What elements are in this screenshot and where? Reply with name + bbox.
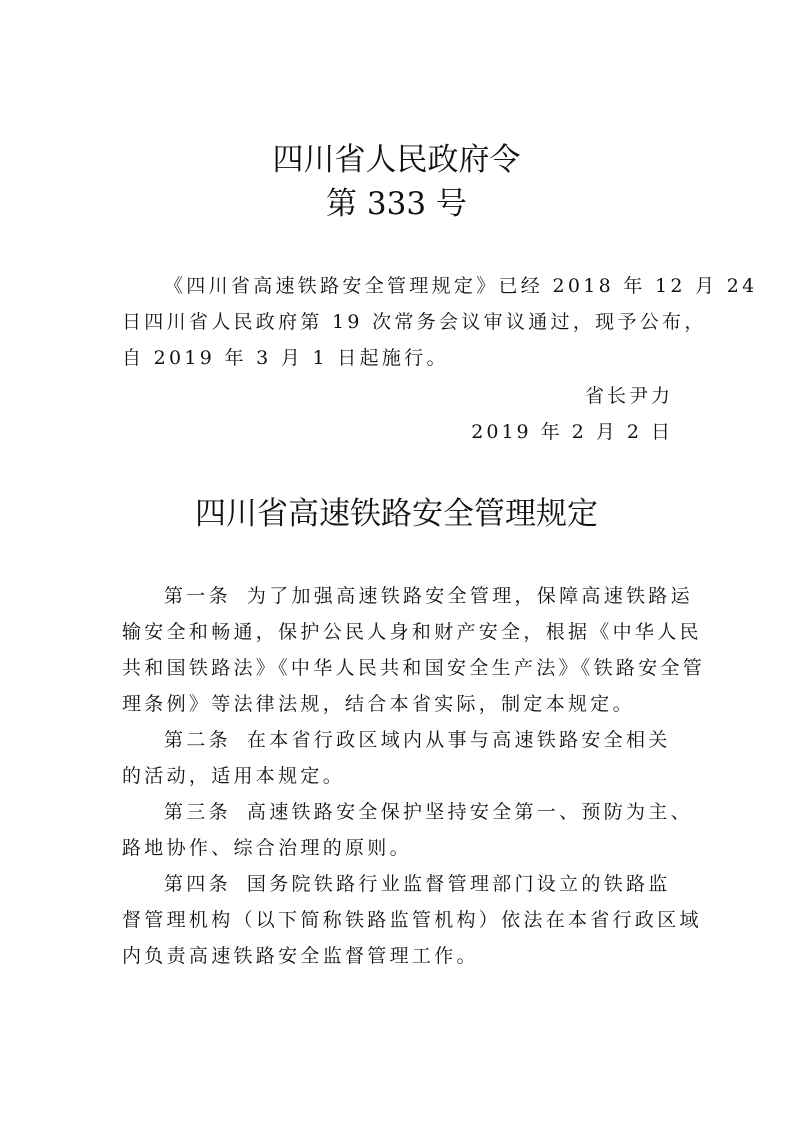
article-head: 第三条 bbox=[164, 801, 231, 823]
decree-line: 日四川省人民政府第 19 次常务会议审议通过，现予公布， bbox=[122, 311, 707, 333]
article-4 bbox=[122, 866, 702, 974]
decree-number: 第 333 号 bbox=[326, 186, 467, 222]
article-line: 输安全和畅通，保护公民人身和财产安全，根据《中华人民 bbox=[122, 621, 702, 643]
article-line: 内负责高速铁路安全监督管理工作。 bbox=[122, 945, 479, 967]
decree-line: 《四川省高速铁路安全管理规定》已经 2018 年 12 月 24 bbox=[164, 275, 758, 297]
article-line: 国务院铁路行业监督管理部门设立的铁路监 bbox=[246, 873, 671, 895]
decree-line: 自 2019 年 3 月 1 日起施行。 bbox=[122, 347, 449, 369]
article-line: 的活动，适用本规定。 bbox=[122, 765, 346, 787]
decree-title: 四川省人民政府令 bbox=[272, 142, 521, 178]
article-line: 高速铁路安全保护坚持安全第一、预防为主、 bbox=[246, 801, 693, 823]
decree-text bbox=[122, 268, 758, 376]
article-head: 第四条 bbox=[164, 873, 231, 895]
article-head: 第二条 bbox=[164, 729, 231, 751]
sign-date: 2019 年 2 月 2 日 bbox=[471, 421, 673, 443]
article-line: 理条例》等法律法规，结合本省实际，制定本规定。 bbox=[122, 693, 635, 715]
article-line: 为了加强高速铁路安全管理，保障高速铁路运 bbox=[246, 585, 693, 607]
regulation-title: 四川省高速铁路安全管理规定 bbox=[195, 496, 598, 532]
article-line: 督管理机构（以下简称铁路监管机构）依法在本省行政区域 bbox=[122, 909, 702, 931]
article-line: 共和国铁路法》《中华人民共和国安全生产法》《铁路安全管 bbox=[122, 657, 706, 679]
article-2 bbox=[122, 722, 673, 794]
article-line: 在本省行政区域内从事与高速铁路安全相关 bbox=[246, 729, 671, 751]
article-line: 路地协作、综合治理的原则。 bbox=[122, 837, 412, 859]
article-head: 第一条 bbox=[164, 585, 231, 607]
article-3 bbox=[122, 794, 693, 866]
articles bbox=[122, 578, 706, 974]
article-1 bbox=[122, 578, 706, 722]
signatory: 省长尹力 bbox=[584, 385, 673, 407]
signature-block bbox=[122, 378, 673, 450]
